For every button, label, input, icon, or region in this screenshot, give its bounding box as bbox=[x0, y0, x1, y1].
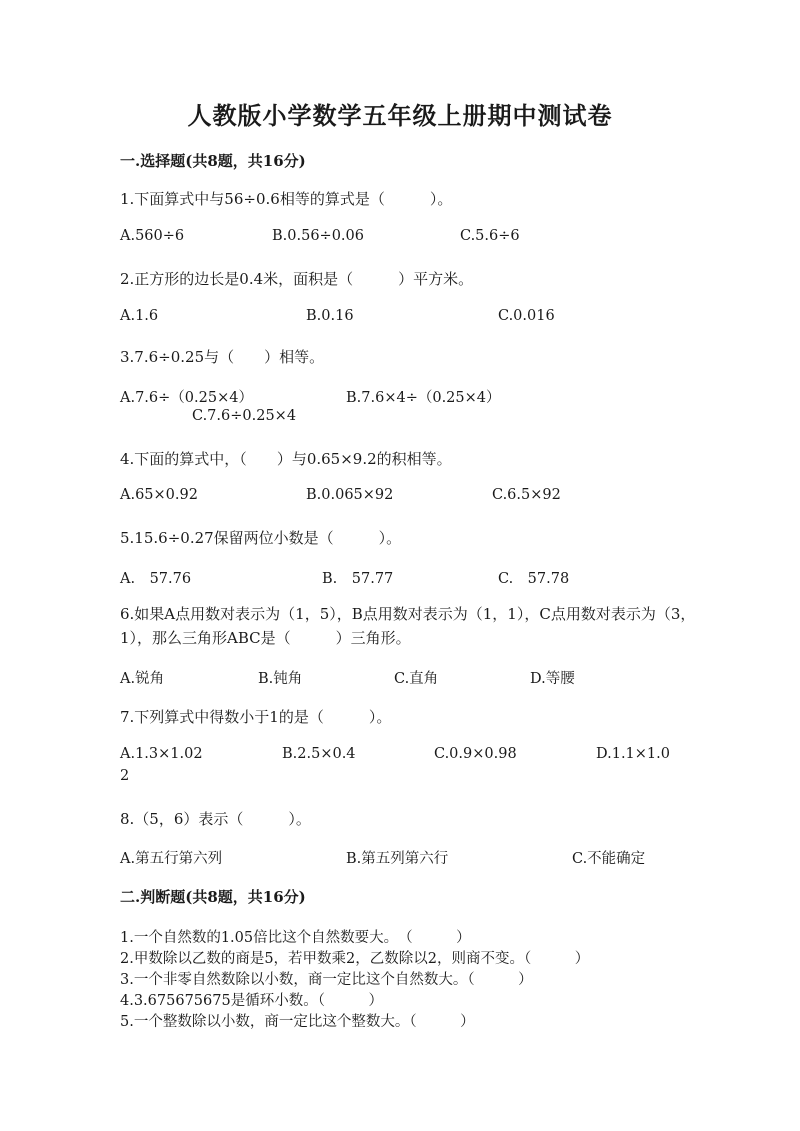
q4-option-b: B.0.065×92 bbox=[306, 487, 394, 503]
q8-option-a: A.第五行第六列 bbox=[120, 851, 223, 867]
question-5: 5.15.6÷0.27保留两位小数是（ ）。 bbox=[120, 529, 402, 547]
q1-option-c: C.5.6÷6 bbox=[460, 228, 520, 244]
judgment-item-2: 2.甲数除以乙数的商是5，若甲数乘2，乙数除以2，则商不变。（ ） bbox=[120, 951, 590, 967]
q6-option-d: D.等腰 bbox=[530, 671, 575, 687]
judgment-item-1: 1.一个自然数的1.05倍比这个自然数要大。 （ ） bbox=[120, 930, 471, 946]
q3-option-c: C.7.6÷0.25×4 bbox=[192, 408, 297, 424]
q2-option-a: A.1.6 bbox=[120, 308, 159, 324]
q6-option-b: B.钝角 bbox=[258, 671, 303, 687]
judgment-item-4: 4.3.675675675是循环小数。（ ） bbox=[120, 993, 383, 1009]
q8-option-c: C.不能确定 bbox=[572, 851, 646, 867]
q5-option-c: C. 57.78 bbox=[498, 571, 570, 587]
q7-option-a: A.1.3×1.02 bbox=[120, 746, 203, 762]
question-2: 2.正方形的边长是0.4米，面积是（ ）平方米。 bbox=[120, 270, 474, 288]
page-title: 人教版小学数学五年级上册期中测试卷 bbox=[187, 101, 613, 130]
question-3: 3.7.6÷0.25与（ ）相等。 bbox=[120, 348, 325, 366]
question-1: 1.下面算式中与56÷0.6相等的算式是（ ）。 bbox=[120, 190, 453, 208]
question-4: 4.下面的算式中，（ ）与0.65×9.2的积相等。 bbox=[120, 450, 452, 468]
q7-option-c: C.0.9×0.98 bbox=[434, 746, 517, 762]
q4-option-c: C.6.5×92 bbox=[492, 487, 561, 503]
judgment-item-3: 3.一个非零自然数除以小数，商一定比这个自然数大。（ ） bbox=[120, 972, 533, 988]
q7-option-d: D.1.1×1.0 bbox=[596, 746, 670, 762]
q7-option-b: B.2.5×0.4 bbox=[282, 746, 356, 762]
judgment-item-5: 5.一个整数除以小数，商一定比这个整数大。（ ） bbox=[120, 1014, 475, 1030]
question-8: 8.（5，6）表示（ ）。 bbox=[120, 810, 311, 828]
question-7: 7.下列算式中得数小于1的是（ ）。 bbox=[120, 708, 392, 726]
section-heading-judgment: 二.判断题(共8题，共16分) bbox=[120, 888, 306, 906]
q2-option-b: B.0.16 bbox=[306, 308, 354, 324]
question-6: 6.如果A点用数对表示为（1，5），B点用数对表示为（1，1），C点用数对表示为（3，1），那么三角形ABC是（ ）三角形。 bbox=[120, 605, 696, 647]
q3-option-b: B.7.6×4÷（0.25×4） bbox=[346, 390, 501, 406]
q6-option-c: C.直角 bbox=[394, 671, 439, 687]
q3-option-a: A.7.6÷（0.25×4） bbox=[120, 390, 253, 406]
q7-option-d-wrap: 2 bbox=[120, 768, 130, 784]
q6-option-a: A.锐角 bbox=[120, 671, 165, 687]
q1-option-a: A.560÷6 bbox=[120, 228, 185, 244]
section-heading-choice: 一.选择题(共8题，共16分) bbox=[120, 152, 306, 170]
q5-option-b: B. 57.77 bbox=[322, 571, 394, 587]
q5-option-a: A. 57.76 bbox=[120, 571, 192, 587]
q1-option-b: B.0.56÷0.06 bbox=[272, 228, 364, 244]
q2-option-c: C.0.016 bbox=[498, 308, 555, 324]
q8-option-b: B.第五列第六行 bbox=[346, 851, 449, 867]
q4-option-a: A.65×0.92 bbox=[120, 487, 198, 503]
